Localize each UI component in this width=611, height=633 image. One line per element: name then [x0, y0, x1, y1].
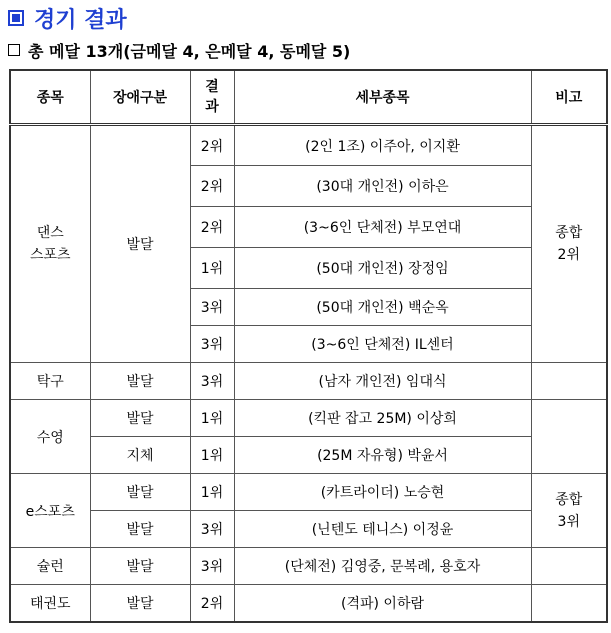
detail-cell: (격파) 이하람	[234, 585, 531, 623]
note-cell: 종합 3위	[531, 474, 607, 548]
detail-cell: (닌텐도 테니스) 이정윤	[234, 511, 531, 548]
detail-cell: (남자 개인전) 임대식	[234, 363, 531, 400]
detail-cell: (킥판 잡고 25M) 이상희	[234, 400, 531, 437]
table-row	[10, 400, 607, 437]
table-row	[10, 474, 607, 511]
page-title-text: 경기 결과	[34, 7, 127, 33]
result-cell: 2위	[190, 125, 234, 166]
medal-summary-text: 총 메달 13개(금메달 4, 은메달 4, 동메달 5)	[28, 41, 351, 61]
result-cell: 3위	[190, 511, 234, 548]
note-cell: 종합 2위	[531, 125, 607, 363]
header-disability-type: 장애구분	[90, 70, 190, 125]
header-sport: 종목	[10, 70, 90, 125]
result-cell: 2위	[190, 166, 234, 207]
category-cell: 발달	[90, 548, 190, 585]
detail-cell: (2인 1조) 이주아, 이지환	[234, 125, 531, 166]
table-row	[10, 437, 607, 474]
detail-cell: (3~6인 단체전) 부모연대	[234, 207, 531, 248]
result-cell: 2위	[190, 585, 234, 623]
table-row	[10, 125, 607, 166]
category-cell: 발달	[90, 125, 190, 363]
category-cell: 발달	[90, 474, 190, 511]
category-cell: 발달	[90, 585, 190, 623]
detail-cell: (3~6인 단체전) IL센터	[234, 326, 531, 363]
table-row	[10, 511, 607, 548]
sport-cell: 수영	[10, 400, 90, 474]
result-cell: 1위	[190, 474, 234, 511]
result-cell: 1위	[190, 400, 234, 437]
result-cell: 3위	[190, 289, 234, 326]
result-cell: 1위	[190, 248, 234, 289]
sport-cell: 댄스 스포츠	[10, 125, 90, 363]
detail-cell: (30대 개인전) 이하은	[234, 166, 531, 207]
results-table	[9, 69, 608, 623]
note-cell	[531, 585, 607, 623]
category-cell: 발달	[90, 511, 190, 548]
detail-cell: (단체전) 김영중, 문복례, 용호자	[234, 548, 531, 585]
filled-square-icon	[8, 10, 24, 26]
sport-cell: 탁구	[10, 363, 90, 400]
detail-cell: (50대 개인전) 장정임	[234, 248, 531, 289]
detail-cell: (카트라이더) 노승현	[234, 474, 531, 511]
result-cell: 1위	[190, 437, 234, 474]
sport-cell: 태권도	[10, 585, 90, 623]
table-row	[10, 585, 607, 623]
table-header-row	[10, 70, 607, 125]
note-cell	[531, 548, 607, 585]
result-cell: 3위	[190, 548, 234, 585]
header-event-detail: 세부종목	[234, 70, 531, 125]
result-cell: 3위	[190, 326, 234, 363]
table-row	[10, 363, 607, 400]
result-cell: 2위	[190, 207, 234, 248]
page-title	[8, 2, 127, 34]
category-cell: 지체	[90, 437, 190, 474]
result-cell: 3위	[190, 363, 234, 400]
detail-cell: (50대 개인전) 백순옥	[234, 289, 531, 326]
category-cell: 발달	[90, 363, 190, 400]
medal-summary	[8, 38, 350, 62]
header-note: 비고	[531, 70, 607, 125]
sport-cell: e스포츠	[10, 474, 90, 548]
detail-cell: (25M 자유형) 박윤서	[234, 437, 531, 474]
header-result: 결 과	[190, 70, 234, 125]
note-cell	[531, 363, 607, 400]
sport-cell: 슐런	[10, 548, 90, 585]
empty-square-icon	[8, 44, 20, 56]
note-cell	[531, 400, 607, 474]
table-row	[10, 548, 607, 585]
category-cell: 발달	[90, 400, 190, 437]
